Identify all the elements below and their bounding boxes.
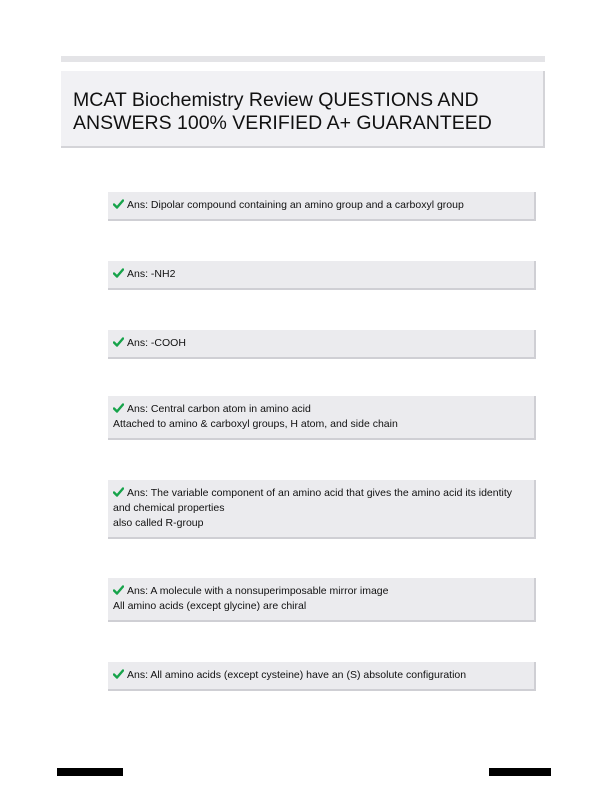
- answer-text: Ans: All amino acids (except cysteine) have an (S) absolute configuration: [127, 669, 467, 681]
- title-line-2: ANSWERS 100% VERIFIED A+ GUARANTEED: [73, 112, 492, 134]
- check-icon: [113, 199, 124, 209]
- answer-text: also called R-group: [113, 517, 204, 529]
- answer-card-6: [108, 578, 536, 622]
- check-icon: [113, 403, 124, 413]
- answer-card-2: [108, 261, 536, 290]
- check-icon: [113, 669, 124, 679]
- check-icon: [113, 585, 124, 595]
- answer-card-4: [108, 396, 536, 440]
- answer-card-3: [108, 330, 536, 359]
- document-title: [73, 89, 533, 135]
- answer-text: All amino acids (except glycine) are chiral: [113, 600, 307, 612]
- answer-card-1: [108, 192, 536, 221]
- answer-text: Ans: A molecule with a nonsuperimposable mirror image: [127, 585, 389, 597]
- top-divider: [61, 56, 545, 62]
- answer-text: Ans: Central carbon atom in amino acid: [127, 403, 311, 415]
- answer-card-7: [108, 662, 536, 691]
- check-icon: [113, 487, 124, 497]
- answer-text: Ans: Dipolar compound containing an amino group and a carboxyl group: [127, 199, 464, 211]
- answer-text: Attached to amino & carboxyl groups, H atom, and side chain: [113, 418, 398, 430]
- title-box: [61, 71, 545, 148]
- title-line-1: MCAT Biochemistry Review QUESTIONS AND: [73, 89, 479, 111]
- answer-text: Ans: The variable component of an amino acid that gives the amino acid its identity: [127, 487, 513, 499]
- answer-card-5: [108, 480, 536, 539]
- footer-redaction-left: [57, 768, 123, 776]
- answer-text: and chemical properties: [113, 502, 225, 514]
- answer-text: Ans: -NH2: [127, 268, 176, 280]
- answer-text: Ans: -COOH: [127, 337, 186, 349]
- check-icon: [113, 268, 124, 278]
- footer-redaction-right: [489, 768, 551, 776]
- check-icon: [113, 337, 124, 347]
